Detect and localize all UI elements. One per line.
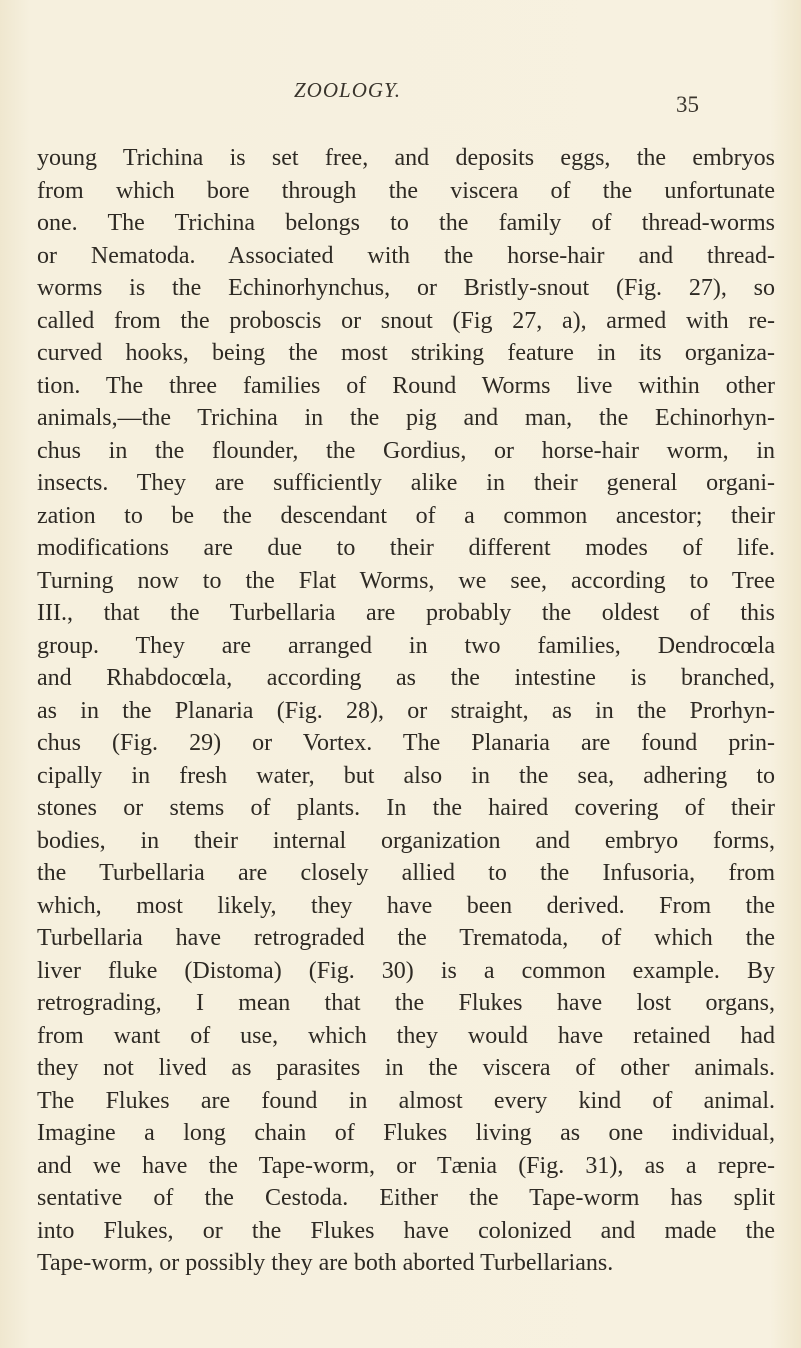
text-line: from want of use, which they would have retained had [37, 1022, 775, 1049]
text-line: young Trichina is set free, and deposits eggs, the embryos [37, 145, 775, 171]
text-line: and we have the Tape-worm, or Tænia (Fig. 31), as a repre- [37, 1152, 775, 1179]
text-line: Turning now to the Flat Worms, we see, according to Tree [37, 567, 775, 594]
text-line: Imagine a long chain of Flukes living as one individual, [37, 1120, 775, 1146]
text-line: curved hooks, being the most striking feature in its organiza- [37, 340, 775, 366]
text-line: modifications are due to their different modes of life. [37, 535, 775, 561]
text-line: they not lived as parasites in the viscera of other animals. [37, 1055, 775, 1081]
text-line: bodies, in their internal organization and embryo forms, [37, 827, 775, 854]
text-line: liver fluke (Distoma) (Fig. 30) is a common example. By [37, 957, 775, 984]
text-line: animals,—the Trichina in the pig and man, the Echinorhyn- [37, 405, 775, 431]
text-line: group. They are arranged in two families, Dendrocœla [37, 632, 775, 659]
text-line: or Nematoda. Associated with the horse-hair and thread- [37, 242, 775, 269]
text-line: The Flukes are found in almost every kind of animal. [37, 1087, 775, 1114]
text-line: insects. They are sufficiently alike in their general organi- [37, 470, 775, 496]
text-line: the Turbellaria are closely allied to the Infusoria, from [37, 860, 775, 886]
text-line: retrograding, I mean that the Flukes have lost organs, [37, 990, 775, 1016]
text-line: worms is the Echinorhynchus, or Bristly-snout (Fig. 27), so [37, 275, 775, 301]
text-line: called from the proboscis or snout (Fig 27, a), armed with re- [37, 307, 775, 334]
text-line: sentative of the Cestoda. Either the Tape-worm has split [37, 1185, 775, 1211]
text-line: one. The Trichina belongs to the family of thread-worms [37, 210, 775, 236]
text-line: III., that the Turbellaria are probably the oldest of this [37, 600, 775, 626]
text-line: Tape-worm, or possibly they are both aborted Turbellarians. [37, 1250, 614, 1276]
running-head: ZOOLOGY. [294, 78, 402, 102]
text-line: into Flukes, or the Flukes have colonized and made the [37, 1217, 775, 1244]
text-line: and Rhabdocœla, according as the intestine is branched, [37, 665, 775, 691]
text-line: as in the Planaria (Fig. 28), or straight, as in the Prorhyn- [37, 697, 775, 724]
text-line: tion. The three families of Round Worms live within other [37, 372, 775, 399]
text-line: stones or stems of plants. In the haired covering of their [37, 795, 775, 821]
page-number: 35 [676, 92, 699, 117]
text-line: which, most likely, they have been derived. From the [37, 892, 775, 919]
text-line: cipally in fresh water, but also in the sea, adhering to [37, 762, 775, 789]
text-line: zation to be the descendant of a common ancestor; their [37, 502, 775, 529]
body-text [37, 142, 775, 1280]
text-line: chus (Fig. 29) or Vortex. The Planaria are found prin- [37, 730, 775, 756]
text-line: chus in the flounder, the Gordius, or horse-hair worm, in [37, 437, 775, 464]
text-line: from which bore through the viscera of the unfortunate [37, 177, 775, 204]
text-line: Turbellaria have retrograded the Trematoda, of which the [37, 925, 775, 951]
